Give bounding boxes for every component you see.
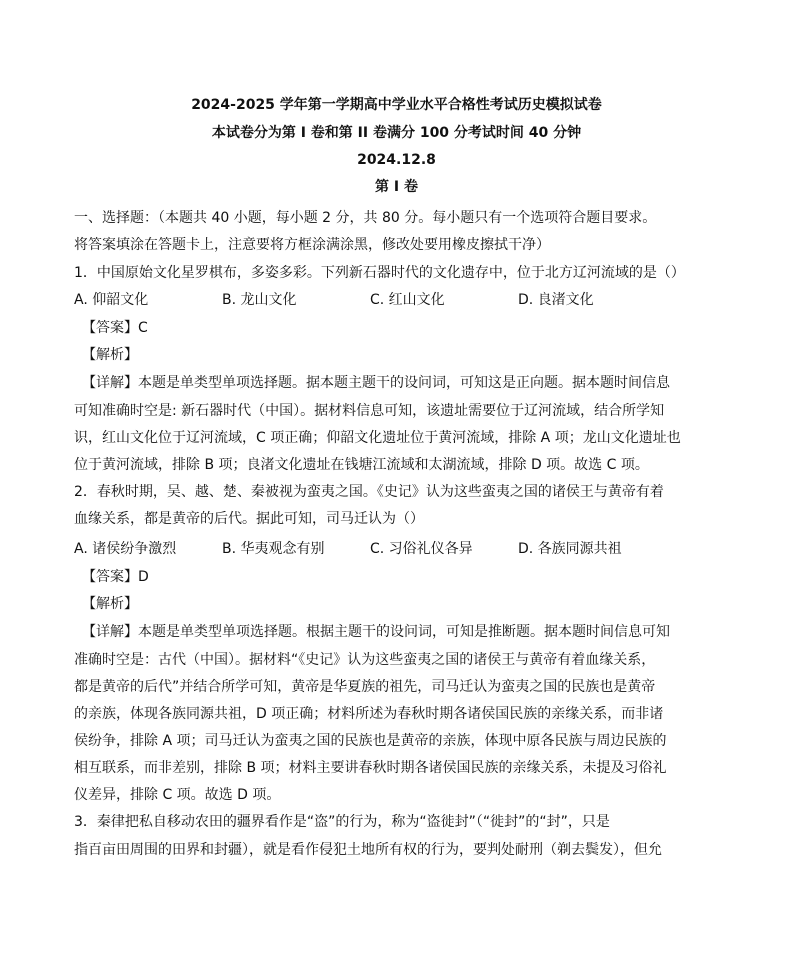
question-1-detail-line: 【详解】本题是单类型单项选择题。据本题主题干的设问词，可知这是正向题。据本题时间信息 bbox=[82, 375, 670, 391]
question-1-option-d: D. 良渚文化 bbox=[518, 292, 594, 308]
question-2-detail-line: 相互联系，而非差别，排除 B 项；材料主要讲春秋时期各诸侯国民族的亲缘关系，未提及习俗礼 bbox=[74, 760, 667, 776]
question-2-answer: 【答案】D bbox=[82, 569, 149, 585]
question-1-answer: 【答案】C bbox=[82, 320, 148, 336]
question-2-option-d: D. 各族同源共祖 bbox=[518, 541, 622, 557]
question-2-detail-line: 的亲族，体现各族同源共祖，D 项正确；材料所述为春秋时期各诸侯国民族的亲缘关系，而非诸 bbox=[74, 706, 664, 722]
question-1-detail-line: 可知准确时空是: 新石器时代（中国）。据材料信息可知，该遗址需要位于辽河流域，结合所学知 bbox=[74, 403, 665, 419]
question-2-detail-line: 都是黄帝的后代”并结合所学可知，黄帝是华夏族的祖先，司马迁认为蛮夷之国的民族也是黄帝 bbox=[74, 679, 656, 695]
question-2-detail-line: 【详解】本题是单类型单项选择题。根据主题干的设问词，可知是推断题。据本题时间信息可知 bbox=[82, 624, 670, 640]
section-instruction-line-2: 将答案填涂在答题卡上，注意要将方框涂满涂黑，修改处要用橡皮擦拭干净） bbox=[74, 237, 550, 253]
question-3-stem-line: 3．秦律把私自移动农田的疆界看作是“盗”的行为，称为“盗徙封”（“徙封”的“封”，只是 bbox=[74, 814, 610, 830]
question-1-option-b: B. 龙山文化 bbox=[222, 292, 297, 308]
question-2-option-a: A. 诸侯纷争激烈 bbox=[74, 541, 177, 557]
question-2-analysis-label: 【解析】 bbox=[82, 596, 138, 612]
exam-date: 2024.12.8 bbox=[357, 152, 436, 168]
question-1-detail-line: 位于黄河流域，排除 B 项；良渚文化遗址在钱塘江流域和太湖流域，排除 D 项。故选 C 项。 bbox=[74, 457, 649, 473]
exam-subtitle: 本试卷分为第 I 卷和第 II 卷满分 100 分考试时间 40 分钟 bbox=[211, 125, 582, 141]
question-1-option-a: A. 仰韶文化 bbox=[74, 292, 149, 308]
question-2-stem-line: 血缘关系，都是黄帝的后代。据此可知，司马迁认为（） bbox=[74, 511, 424, 527]
question-2-detail-line: 仪差异，排除 C 项。故选 D 项。 bbox=[74, 787, 281, 803]
question-1-detail-line: 识，红山文化位于辽河流域，C 项正确；仰韶文化遗址位于黄河流域，排除 A 项；龙山文化遗址也 bbox=[74, 430, 681, 446]
exam-title: 2024-2025 学年第一学期高中学业水平合格性考试历史模拟试卷 bbox=[191, 97, 602, 113]
question-2-detail-line: 侯纷争，排除 A 项；司马迁认为蛮夷之国的民族也是黄帝的亲族，体现中原各民族与周边民族的 bbox=[74, 733, 667, 749]
question-2-option-b: B. 华夷观念有别 bbox=[222, 541, 325, 557]
question-1-analysis-label: 【解析】 bbox=[82, 347, 138, 363]
question-3-stem-line: 指百亩田周围的田界和封疆），就是看作侵犯土地所有权的行为，要判处耐刑（剃去鬓发），但允 bbox=[74, 842, 662, 858]
question-2-stem-line: 2．春秋时期，吴、越、楚、秦被视为蛮夷之国。《史记》认为这些蛮夷之国的诸侯王与黄帝有着 bbox=[74, 484, 664, 500]
question-1-option-c: C. 红山文化 bbox=[370, 292, 445, 308]
question-2-option-c: C. 习俗礼仪各异 bbox=[370, 541, 473, 557]
volume-heading: 第 I 卷 bbox=[375, 179, 418, 195]
question-2-detail-line: 准确时空是：古代（中国）。据材料“《史记》认为这些蛮夷之国的诸侯王与黄帝有着血缘关系， bbox=[74, 652, 656, 668]
question-1-stem: 1．中国原始文化星罗棋布，多姿多彩。下列新石器时代的文化遗存中，位于北方辽河流域的是（） bbox=[74, 265, 685, 281]
section-instruction-line-1: 一、选择题：（本题共 40 小题，每小题 2 分，共 80 分。每小题只有一个选项符合题目要求。 bbox=[74, 210, 657, 226]
